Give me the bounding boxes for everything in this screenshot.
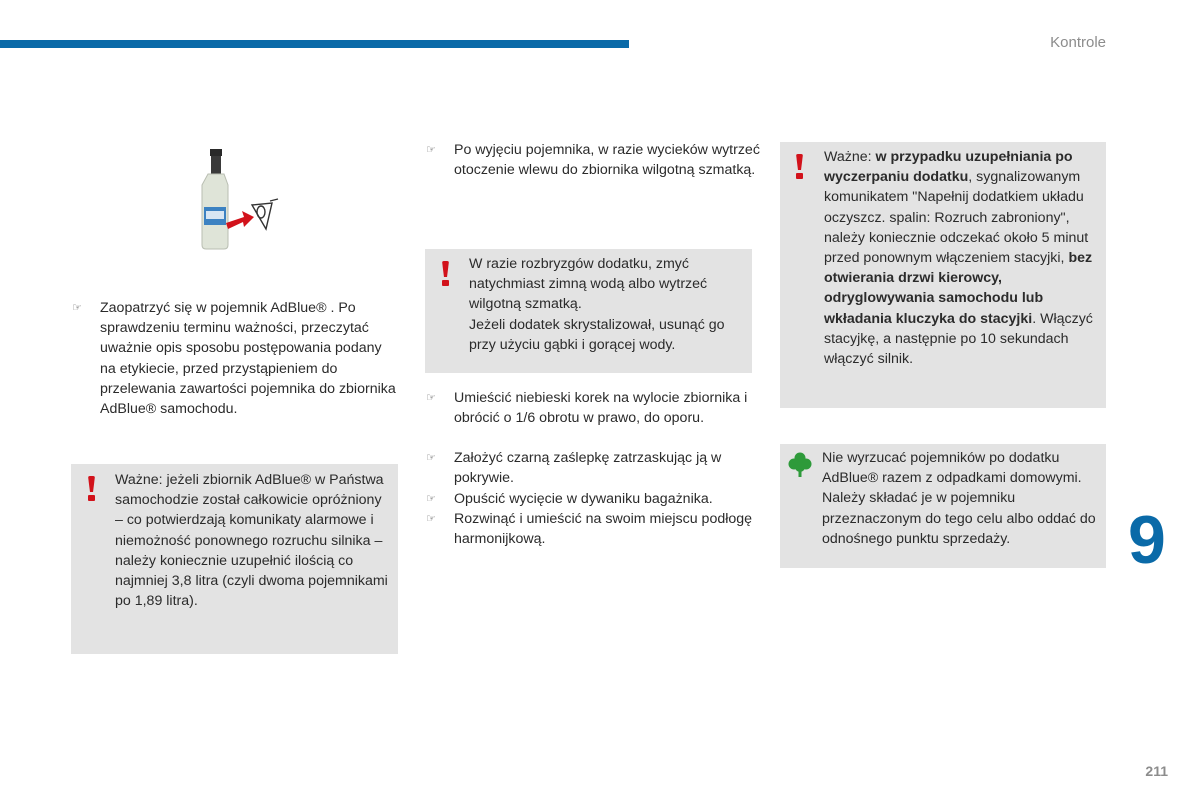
warning-text: Jeżeli dodatek skrystalizował, usunąć go przy użyciu gąbki i gorącej wody. [469,316,725,353]
eco-box [780,444,1106,568]
bullet-text: ☞ Opuścić wycięcie w dywaniku bagażnika. [454,491,713,507]
warning-box [780,142,1106,408]
list-item [426,489,766,509]
eco-text: Nie wyrzucać pojemników po dodatku AdBlue® razem z odpadkami domowymi. Należy składać je w pojemniku przeznaczonym do tego celu albo oddać do odnośnego punktu sprzedaży. [822,450,1096,547]
list-item [426,140,764,180]
list-item [426,509,766,549]
list-item [426,448,766,488]
warning-text: W razie rozbryzgów dodatku, zmyć natychmiast zimną wodą albo wytrzeć wilgotną szmatką. [469,256,708,313]
warning-box [71,464,398,654]
list-item [426,388,766,428]
page-number: 211 [1145,763,1168,779]
warning-text: Ważne: jeżeli zbiornik AdBlue® w Państwa samochodzie został całkowicie opróżniony – co potwierdzają komunikaty alarmowe i niemożność ponownego rozruchu silnika – należy koniecznie uzupełnić ilością co najmniej 3,8 litra (czyli dwoma pojemnikami po 1,89 litra). [115,472,388,610]
exclamation-icon [796,154,803,179]
bullet-text: ☞ Rozwinąć i umieścić na swoim miejscu podłogę harmonijkową. [454,511,753,548]
header-accent-bar [0,40,629,48]
tree-icon [788,452,812,478]
bullet-text: ☞ Po wyjęciu pojemnika, w razie wycieków wytrzeć otoczenie wlewu do zbiornika wilgotną szmatką. [454,142,760,179]
chapter-number: 9 [1128,502,1166,578]
list-item [72,298,400,419]
bullet-text: ☞ Umieścić niebieski korek na wylocie zbiornika i obrócić o 1/6 obrotu w prawo, do oporu. [454,390,748,427]
exclamation-icon [88,476,95,501]
warning-text: Ważne: w przypadku uzupełniania po wyczerpaniu dodatku, sygnalizowanym komunikatem "Napełnij dodatkiem układu oczyszcz. spalin: Rozruch zabroniony", należy koniecznie odczekać około 5 minut przed ponownym włączeniem stacyjki, bez otwierania drzwi kierowcy, odryglowywania samochodu lub wkładania kluczyka do stacyjki. Włączyć stacyjkę, a następnie po 10 sekundach włączyć silnik. [824,149,1093,368]
section-title: Kontrole [1050,34,1106,51]
adblue-bottle-illustration [192,145,284,253]
bullet-text: ☞ Zaopatrzyć się w pojemnik AdBlue® . Po sprawdzeniu terminu ważności, przeczytać uważnie opis sposobu postępowania podany na etykiecie, przed przystąpieniem do przelewania zawartości pojemnika do zbiornika AdBlue® samochodu. [100,300,396,418]
warning-box [425,249,752,373]
bullet-text: ☞ Założyć czarną zaślepkę zatrzaskując ją w pokrywie. [454,450,722,487]
exclamation-icon [442,261,449,286]
